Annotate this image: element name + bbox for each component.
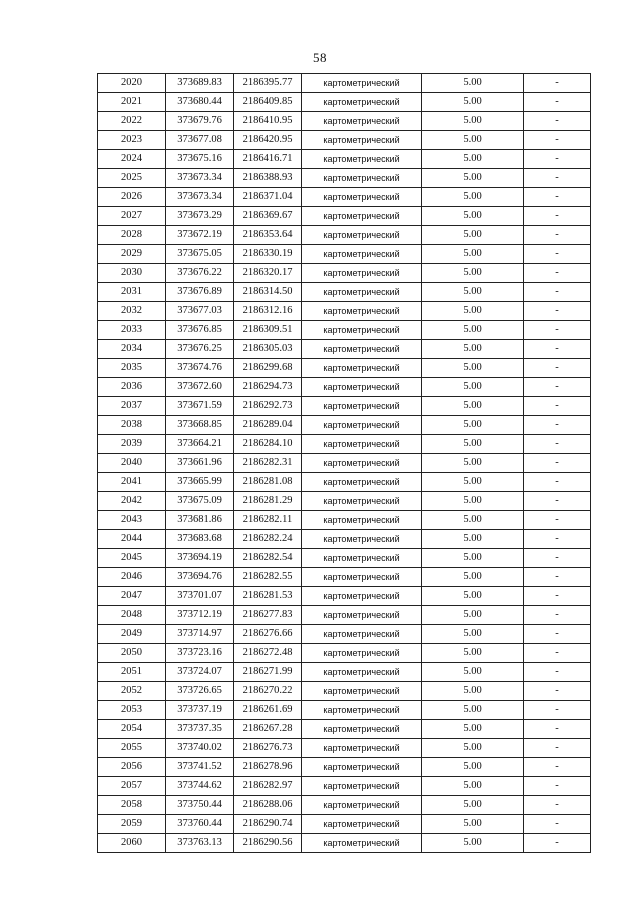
accuracy-cell: 5.00 [422, 340, 524, 359]
accuracy-cell: 5.00 [422, 416, 524, 435]
note-cell: - [524, 435, 591, 454]
table-row [98, 473, 591, 492]
method-cell: картометрический [302, 473, 422, 492]
table-row [98, 682, 591, 701]
method-cell: картометрический [302, 112, 422, 131]
x-coordinate-cell: 373665.99 [166, 473, 234, 492]
page-number: 58 [313, 50, 327, 65]
table-row [98, 169, 591, 188]
note-cell: - [524, 397, 591, 416]
y-coordinate-cell: 2186282.11 [234, 511, 302, 530]
table-row [98, 188, 591, 207]
accuracy-cell: 5.00 [422, 625, 524, 644]
note-cell: - [524, 454, 591, 473]
method-cell: картометрический [302, 682, 422, 701]
y-coordinate-cell: 2186292.73 [234, 397, 302, 416]
point-number-cell: 2042 [98, 492, 166, 511]
point-number-cell: 2052 [98, 682, 166, 701]
method-cell: картометрический [302, 701, 422, 720]
y-coordinate-cell: 2186314.50 [234, 283, 302, 302]
x-coordinate-cell: 373676.89 [166, 283, 234, 302]
note-cell: - [524, 625, 591, 644]
y-coordinate-cell: 2186410.95 [234, 112, 302, 131]
note-cell: - [524, 245, 591, 264]
method-cell: картометрический [302, 359, 422, 378]
method-cell: картометрический [302, 378, 422, 397]
table-row [98, 264, 591, 283]
table-row [98, 644, 591, 663]
y-coordinate-cell: 2186294.73 [234, 378, 302, 397]
method-cell: картометрический [302, 226, 422, 245]
method-cell: картометрический [302, 340, 422, 359]
method-cell: картометрический [302, 587, 422, 606]
table-row [98, 93, 591, 112]
accuracy-cell: 5.00 [422, 473, 524, 492]
method-cell: картометрический [302, 530, 422, 549]
y-coordinate-cell: 2186388.93 [234, 169, 302, 188]
note-cell: - [524, 188, 591, 207]
x-coordinate-cell: 373673.34 [166, 169, 234, 188]
note-cell: - [524, 815, 591, 834]
method-cell: картометрический [302, 758, 422, 777]
x-coordinate-cell: 373726.65 [166, 682, 234, 701]
accuracy-cell: 5.00 [422, 644, 524, 663]
point-number-cell: 2048 [98, 606, 166, 625]
x-coordinate-cell: 373675.16 [166, 150, 234, 169]
note-cell: - [524, 340, 591, 359]
accuracy-cell: 5.00 [422, 530, 524, 549]
y-coordinate-cell: 2186420.95 [234, 131, 302, 150]
x-coordinate-cell: 373714.97 [166, 625, 234, 644]
y-coordinate-cell: 2186290.74 [234, 815, 302, 834]
note-cell: - [524, 226, 591, 245]
point-number-cell: 2044 [98, 530, 166, 549]
x-coordinate-cell: 373723.16 [166, 644, 234, 663]
note-cell: - [524, 606, 591, 625]
table-row [98, 359, 591, 378]
note-cell: - [524, 682, 591, 701]
table-row [98, 321, 591, 340]
point-number-cell: 2050 [98, 644, 166, 663]
note-cell: - [524, 359, 591, 378]
method-cell: картометрический [302, 416, 422, 435]
point-number-cell: 2036 [98, 378, 166, 397]
accuracy-cell: 5.00 [422, 701, 524, 720]
method-cell: картометрический [302, 74, 422, 93]
method-cell: картометрический [302, 302, 422, 321]
accuracy-cell: 5.00 [422, 720, 524, 739]
table-row [98, 112, 591, 131]
note-cell: - [524, 796, 591, 815]
method-cell: картометрический [302, 283, 422, 302]
method-cell: картометрический [302, 549, 422, 568]
table-row [98, 226, 591, 245]
accuracy-cell: 5.00 [422, 207, 524, 226]
x-coordinate-cell: 373737.19 [166, 701, 234, 720]
x-coordinate-cell: 373672.19 [166, 226, 234, 245]
table-row [98, 530, 591, 549]
y-coordinate-cell: 2186282.54 [234, 549, 302, 568]
x-coordinate-cell: 373664.21 [166, 435, 234, 454]
x-coordinate-cell: 373681.86 [166, 511, 234, 530]
accuracy-cell: 5.00 [422, 378, 524, 397]
point-number-cell: 2031 [98, 283, 166, 302]
method-cell: картометрический [302, 739, 422, 758]
note-cell: - [524, 663, 591, 682]
x-coordinate-cell: 373689.83 [166, 74, 234, 93]
y-coordinate-cell: 2186282.97 [234, 777, 302, 796]
point-number-cell: 2047 [98, 587, 166, 606]
x-coordinate-cell: 373694.76 [166, 568, 234, 587]
table-row [98, 587, 591, 606]
y-coordinate-cell: 2186281.53 [234, 587, 302, 606]
method-cell: картометрический [302, 777, 422, 796]
accuracy-cell: 5.00 [422, 549, 524, 568]
table-row [98, 777, 591, 796]
y-coordinate-cell: 2186290.56 [234, 834, 302, 853]
coordinates-table-body [98, 74, 591, 853]
y-coordinate-cell: 2186312.16 [234, 302, 302, 321]
point-number-cell: 2022 [98, 112, 166, 131]
x-coordinate-cell: 373675.05 [166, 245, 234, 264]
point-number-cell: 2041 [98, 473, 166, 492]
x-coordinate-cell: 373674.76 [166, 359, 234, 378]
y-coordinate-cell: 2186305.03 [234, 340, 302, 359]
y-coordinate-cell: 2186281.29 [234, 492, 302, 511]
x-coordinate-cell: 373677.03 [166, 302, 234, 321]
accuracy-cell: 5.00 [422, 226, 524, 245]
x-coordinate-cell: 373701.07 [166, 587, 234, 606]
method-cell: картометрический [302, 188, 422, 207]
table-row [98, 340, 591, 359]
table-row [98, 283, 591, 302]
table-row [98, 720, 591, 739]
x-coordinate-cell: 373672.60 [166, 378, 234, 397]
point-number-cell: 2021 [98, 93, 166, 112]
note-cell: - [524, 207, 591, 226]
x-coordinate-cell: 373750.44 [166, 796, 234, 815]
table-row [98, 606, 591, 625]
note-cell: - [524, 644, 591, 663]
x-coordinate-cell: 373760.44 [166, 815, 234, 834]
table-row [98, 701, 591, 720]
point-number-cell: 2056 [98, 758, 166, 777]
accuracy-cell: 5.00 [422, 739, 524, 758]
accuracy-cell: 5.00 [422, 245, 524, 264]
method-cell: картометрический [302, 435, 422, 454]
x-coordinate-cell: 373668.85 [166, 416, 234, 435]
accuracy-cell: 5.00 [422, 682, 524, 701]
y-coordinate-cell: 2186299.68 [234, 359, 302, 378]
method-cell: картометрический [302, 397, 422, 416]
table-row [98, 549, 591, 568]
note-cell: - [524, 321, 591, 340]
point-number-cell: 2046 [98, 568, 166, 587]
table-row [98, 568, 591, 587]
point-number-cell: 2040 [98, 454, 166, 473]
accuracy-cell: 5.00 [422, 302, 524, 321]
table-row [98, 245, 591, 264]
point-number-cell: 2037 [98, 397, 166, 416]
accuracy-cell: 5.00 [422, 112, 524, 131]
accuracy-cell: 5.00 [422, 492, 524, 511]
accuracy-cell: 5.00 [422, 454, 524, 473]
method-cell: картометрический [302, 264, 422, 283]
x-coordinate-cell: 373741.52 [166, 758, 234, 777]
method-cell: картометрический [302, 568, 422, 587]
table-row [98, 150, 591, 169]
point-number-cell: 2045 [98, 549, 166, 568]
point-number-cell: 2057 [98, 777, 166, 796]
note-cell: - [524, 93, 591, 112]
x-coordinate-cell: 373724.07 [166, 663, 234, 682]
x-coordinate-cell: 373675.09 [166, 492, 234, 511]
y-coordinate-cell: 2186353.64 [234, 226, 302, 245]
accuracy-cell: 5.00 [422, 435, 524, 454]
y-coordinate-cell: 2186281.08 [234, 473, 302, 492]
point-number-cell: 2025 [98, 169, 166, 188]
x-coordinate-cell: 373679.76 [166, 112, 234, 131]
note-cell: - [524, 530, 591, 549]
method-cell: картометрический [302, 245, 422, 264]
note-cell: - [524, 150, 591, 169]
note-cell: - [524, 112, 591, 131]
accuracy-cell: 5.00 [422, 587, 524, 606]
method-cell: картометрический [302, 131, 422, 150]
note-cell: - [524, 511, 591, 530]
point-number-cell: 2032 [98, 302, 166, 321]
note-cell: - [524, 169, 591, 188]
point-number-cell: 2033 [98, 321, 166, 340]
y-coordinate-cell: 2186409.85 [234, 93, 302, 112]
point-number-cell: 2053 [98, 701, 166, 720]
x-coordinate-cell: 373671.59 [166, 397, 234, 416]
point-number-cell: 2026 [98, 188, 166, 207]
point-number-cell: 2029 [98, 245, 166, 264]
table-row [98, 834, 591, 853]
accuracy-cell: 5.00 [422, 93, 524, 112]
y-coordinate-cell: 2186288.06 [234, 796, 302, 815]
note-cell: - [524, 720, 591, 739]
y-coordinate-cell: 2186267.28 [234, 720, 302, 739]
point-number-cell: 2055 [98, 739, 166, 758]
x-coordinate-cell: 373676.25 [166, 340, 234, 359]
note-cell: - [524, 587, 591, 606]
note-cell: - [524, 302, 591, 321]
x-coordinate-cell: 373661.96 [166, 454, 234, 473]
x-coordinate-cell: 373740.02 [166, 739, 234, 758]
x-coordinate-cell: 373673.34 [166, 188, 234, 207]
method-cell: картометрический [302, 454, 422, 473]
x-coordinate-cell: 373737.35 [166, 720, 234, 739]
table-row [98, 378, 591, 397]
y-coordinate-cell: 2186289.04 [234, 416, 302, 435]
method-cell: картометрический [302, 720, 422, 739]
x-coordinate-cell: 373676.22 [166, 264, 234, 283]
y-coordinate-cell: 2186282.31 [234, 454, 302, 473]
x-coordinate-cell: 373694.19 [166, 549, 234, 568]
table-row [98, 454, 591, 473]
accuracy-cell: 5.00 [422, 74, 524, 93]
y-coordinate-cell: 2186276.66 [234, 625, 302, 644]
y-coordinate-cell: 2186270.22 [234, 682, 302, 701]
point-number-cell: 2039 [98, 435, 166, 454]
y-coordinate-cell: 2186395.77 [234, 74, 302, 93]
table-row [98, 815, 591, 834]
accuracy-cell: 5.00 [422, 606, 524, 625]
method-cell: картометрический [302, 321, 422, 340]
x-coordinate-cell: 373677.08 [166, 131, 234, 150]
y-coordinate-cell: 2186371.04 [234, 188, 302, 207]
y-coordinate-cell: 2186276.73 [234, 739, 302, 758]
method-cell: картометрический [302, 644, 422, 663]
x-coordinate-cell: 373712.19 [166, 606, 234, 625]
point-number-cell: 2030 [98, 264, 166, 283]
y-coordinate-cell: 2186278.96 [234, 758, 302, 777]
table-row [98, 74, 591, 93]
method-cell: картометрический [302, 207, 422, 226]
coordinates-table [97, 73, 591, 853]
point-number-cell: 2023 [98, 131, 166, 150]
y-coordinate-cell: 2186416.71 [234, 150, 302, 169]
method-cell: картометрический [302, 663, 422, 682]
point-number-cell: 2054 [98, 720, 166, 739]
point-number-cell: 2038 [98, 416, 166, 435]
point-number-cell: 2035 [98, 359, 166, 378]
accuracy-cell: 5.00 [422, 169, 524, 188]
note-cell: - [524, 777, 591, 796]
y-coordinate-cell: 2186330.19 [234, 245, 302, 264]
table-row [98, 397, 591, 416]
note-cell: - [524, 758, 591, 777]
y-coordinate-cell: 2186309.51 [234, 321, 302, 340]
y-coordinate-cell: 2186271.99 [234, 663, 302, 682]
accuracy-cell: 5.00 [422, 815, 524, 834]
method-cell: картометрический [302, 625, 422, 644]
note-cell: - [524, 74, 591, 93]
y-coordinate-cell: 2186282.24 [234, 530, 302, 549]
note-cell: - [524, 492, 591, 511]
note-cell: - [524, 131, 591, 150]
note-cell: - [524, 739, 591, 758]
accuracy-cell: 5.00 [422, 663, 524, 682]
accuracy-cell: 5.00 [422, 321, 524, 340]
point-number-cell: 2028 [98, 226, 166, 245]
y-coordinate-cell: 2186272.48 [234, 644, 302, 663]
y-coordinate-cell: 2186277.83 [234, 606, 302, 625]
y-coordinate-cell: 2186320.17 [234, 264, 302, 283]
accuracy-cell: 5.00 [422, 264, 524, 283]
y-coordinate-cell: 2186369.67 [234, 207, 302, 226]
note-cell: - [524, 378, 591, 397]
method-cell: картометрический [302, 93, 422, 112]
accuracy-cell: 5.00 [422, 131, 524, 150]
y-coordinate-cell: 2186261.69 [234, 701, 302, 720]
method-cell: картометрический [302, 606, 422, 625]
accuracy-cell: 5.00 [422, 359, 524, 378]
accuracy-cell: 5.00 [422, 397, 524, 416]
note-cell: - [524, 701, 591, 720]
method-cell: картометрический [302, 796, 422, 815]
point-number-cell: 2049 [98, 625, 166, 644]
table-row [98, 739, 591, 758]
x-coordinate-cell: 373683.68 [166, 530, 234, 549]
point-number-cell: 2020 [98, 74, 166, 93]
accuracy-cell: 5.00 [422, 511, 524, 530]
table-row [98, 207, 591, 226]
table-row [98, 492, 591, 511]
note-cell: - [524, 834, 591, 853]
note-cell: - [524, 264, 591, 283]
method-cell: картометрический [302, 150, 422, 169]
x-coordinate-cell: 373673.29 [166, 207, 234, 226]
method-cell: картометрический [302, 815, 422, 834]
point-number-cell: 2034 [98, 340, 166, 359]
point-number-cell: 2051 [98, 663, 166, 682]
x-coordinate-cell: 373763.13 [166, 834, 234, 853]
point-number-cell: 2060 [98, 834, 166, 853]
table-row [98, 131, 591, 150]
x-coordinate-cell: 373744.62 [166, 777, 234, 796]
note-cell: - [524, 416, 591, 435]
table-row [98, 435, 591, 454]
method-cell: картометрический [302, 834, 422, 853]
note-cell: - [524, 473, 591, 492]
table-row [98, 511, 591, 530]
accuracy-cell: 5.00 [422, 796, 524, 815]
method-cell: картометрический [302, 492, 422, 511]
accuracy-cell: 5.00 [422, 758, 524, 777]
table-row [98, 625, 591, 644]
point-number-cell: 2043 [98, 511, 166, 530]
table-row [98, 663, 591, 682]
method-cell: картометрический [302, 169, 422, 188]
accuracy-cell: 5.00 [422, 568, 524, 587]
point-number-cell: 2059 [98, 815, 166, 834]
accuracy-cell: 5.00 [422, 283, 524, 302]
note-cell: - [524, 568, 591, 587]
point-number-cell: 2024 [98, 150, 166, 169]
table-row [98, 758, 591, 777]
y-coordinate-cell: 2186282.55 [234, 568, 302, 587]
accuracy-cell: 5.00 [422, 150, 524, 169]
accuracy-cell: 5.00 [422, 777, 524, 796]
accuracy-cell: 5.00 [422, 834, 524, 853]
accuracy-cell: 5.00 [422, 188, 524, 207]
note-cell: - [524, 549, 591, 568]
table-row [98, 416, 591, 435]
point-number-cell: 2058 [98, 796, 166, 815]
y-coordinate-cell: 2186284.10 [234, 435, 302, 454]
note-cell: - [524, 283, 591, 302]
method-cell: картометрический [302, 511, 422, 530]
table-row [98, 302, 591, 321]
table-row [98, 796, 591, 815]
point-number-cell: 2027 [98, 207, 166, 226]
x-coordinate-cell: 373676.85 [166, 321, 234, 340]
x-coordinate-cell: 373680.44 [166, 93, 234, 112]
